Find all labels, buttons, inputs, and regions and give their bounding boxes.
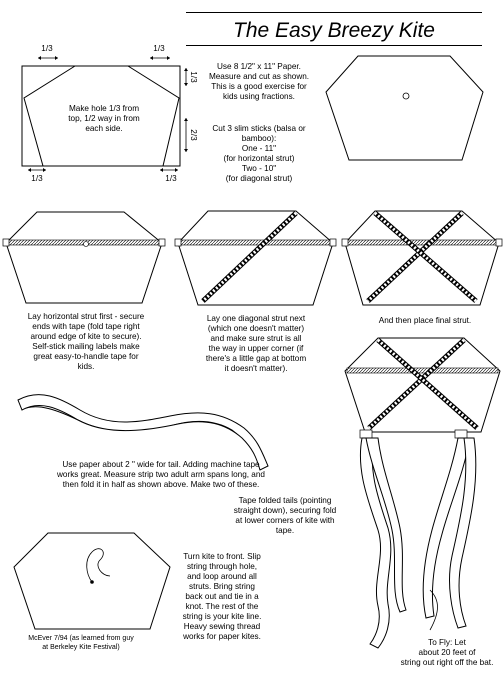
- step-cut-sticks: Cut 3 slim sticks (balsa or bamboo): One - 11" (for horizontal strut) Two - 10" (for diagonal strut): [212, 124, 306, 183]
- step-horizontal-strut: Lay horizontal strut first - secure ends with tape (fold tape right around edge of kite to secure). Self-stick mailing labels make great easy-to-handle tape for kids.: [27, 312, 145, 371]
- kite-with-tails: [345, 338, 500, 648]
- string-note: Turn kite to front. Slip string through hole, and loop around all struts. Bring string back out and tie in a knot. The rest of the string is your kite line. Heavy sewing thread works for paper kites.: [182, 552, 262, 641]
- label-bottom-right-fraction: 1/3: [165, 174, 177, 183]
- label-right-mid-fraction: 2/3: [189, 129, 198, 141]
- page-title: The Easy Breezy Kite: [233, 19, 435, 42]
- hole-note: Make hole 1/3 from top, 1/2 way in from each side.: [68, 104, 140, 133]
- step-cut-paper: Use 8 1/2" x 11" Paper. Measure and cut as shown. This is a good exercise for kids using fractions.: [208, 62, 310, 101]
- label-right-top-fraction: 1/3: [189, 71, 198, 83]
- label-top-left-fraction: 1/3: [41, 44, 53, 53]
- kite-front-with-string: [14, 533, 170, 629]
- cut-kite-shape: [326, 56, 483, 160]
- label-top-right-fraction: 1/3: [153, 44, 165, 53]
- fly-note: To Fly: Let about 20 feet of string out right off the bat.: [400, 638, 494, 667]
- step-final-strut: And then place final strut.: [378, 316, 472, 325]
- tail-note: Use paper about 2 " wide for tail. Adding machine tape works great. Measure strip two adult arm spans long, and then fold it in half as shown above. Make two of these.: [57, 460, 265, 489]
- kite-one-diagonal: [175, 211, 336, 305]
- kite-horizontal-strut: [3, 212, 165, 303]
- kite-both-diagonals: [342, 211, 502, 305]
- tails-note: Tape folded tails (pointing straight down), securing fold at lower corners of kite with tape.: [233, 496, 337, 535]
- label-bottom-left-fraction: 1/3: [31, 174, 43, 183]
- step-diagonal-strut: Lay one diagonal strut next (which one doesn't matter) and make sure strut is all the way in upper corner (if there's a little gap at bottom it doesn't matter).: [205, 314, 307, 373]
- tail-strip: [18, 395, 268, 470]
- credit: McEver 7/94 (as learned from guy at Berkeley Kite Festival): [28, 635, 134, 651]
